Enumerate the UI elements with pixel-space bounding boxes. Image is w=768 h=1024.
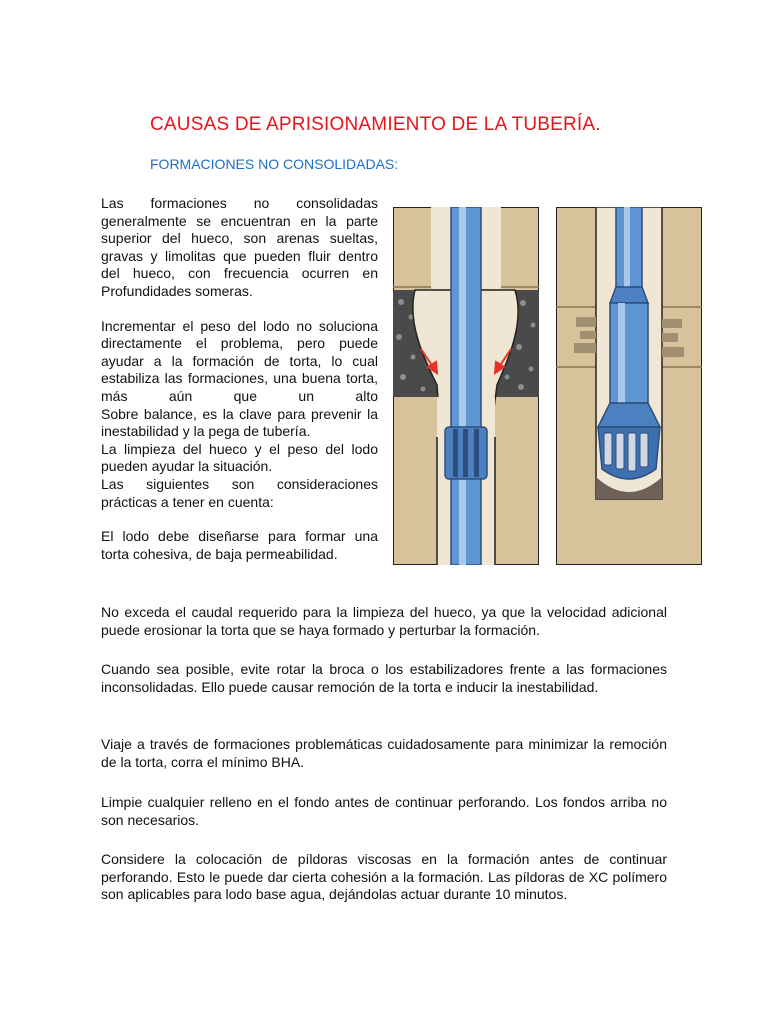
column-paragraph: Profundidades someras.	[101, 282, 253, 299]
intro-column	[101, 195, 378, 563]
body-paragraph: Limpie cualquier relleno en el fondo antes de continuar perforando. Los fondos arriba no son necesarios.	[101, 794, 667, 828]
column-paragraph: Sobre balance, es la clave para prevenir la inestabilidad y la pega de tubería.	[101, 405, 378, 440]
body-paragraph: Cuando sea posible, evite rotar la broca o los estabilizadores frente a las formaciones inconsolidadas. Ello puede causar remoción de la torta e inducir la inestabilidad.	[101, 661, 667, 695]
column-paragraph: El lodo debe diseñarse para formar una torta cohesiva, de baja permeabilidad.	[101, 528, 378, 562]
paragraph-fill-cleaning	[101, 794, 667, 829]
column-paragraph: La limpieza del hueco y el peso del lodo pueden ayudar la situación.	[101, 440, 378, 475]
section-heading: FORMACIONES NO CONSOLIDADAS:	[150, 156, 399, 172]
column-paragraph: Las formaciones no consolidadas generalmente se encuentran en la parte superior del hueco, son arenas sueltas, gravas y limolitas que pueden fluir dentro del hueco, con frecuencia ocurren en	[101, 195, 378, 282]
column-paragraph: Las siguientes son consideraciones prácticas a tener en cuenta:	[101, 475, 378, 510]
column-paragraph: Incrementar el peso del lodo no soluciona directamente el problema, pero puede ayudar a la formación de torta, lo cual estabiliza las formaciones, una buena torta, más aún que un alto	[101, 317, 378, 404]
washout-illustration	[393, 207, 539, 565]
paragraph-flow-rate	[101, 604, 667, 639]
body-paragraph: Viaje a través de formaciones problemáticas cuidadosamente para minimizar la remoción de la torta, corra el mínimo BHA.	[101, 736, 667, 770]
paragraph-viscous-pills	[101, 851, 667, 904]
document-title: CAUSAS DE APRISIONAMIENTO DE LA TUBERÍA.	[150, 114, 601, 135]
body-paragraph: Considere la colocación de píldoras viscosas en la formación antes de continuar perforando. Esto le puede dar cierta cohesión a la formación. Las píldoras de XC polímero son aplicables para lodo base agua, dejándolas actuar durante 10 minutos.	[101, 851, 667, 903]
paragraph-tripping	[101, 736, 667, 771]
drill-bit-illustration	[556, 207, 702, 565]
paragraph-rotation	[101, 661, 667, 696]
body-paragraph: No exceda el caudal requerido para la limpieza del hueco, ya que la velocidad adicional puede erosionar la torta que se haya formado y perturbar la formación.	[101, 604, 667, 638]
